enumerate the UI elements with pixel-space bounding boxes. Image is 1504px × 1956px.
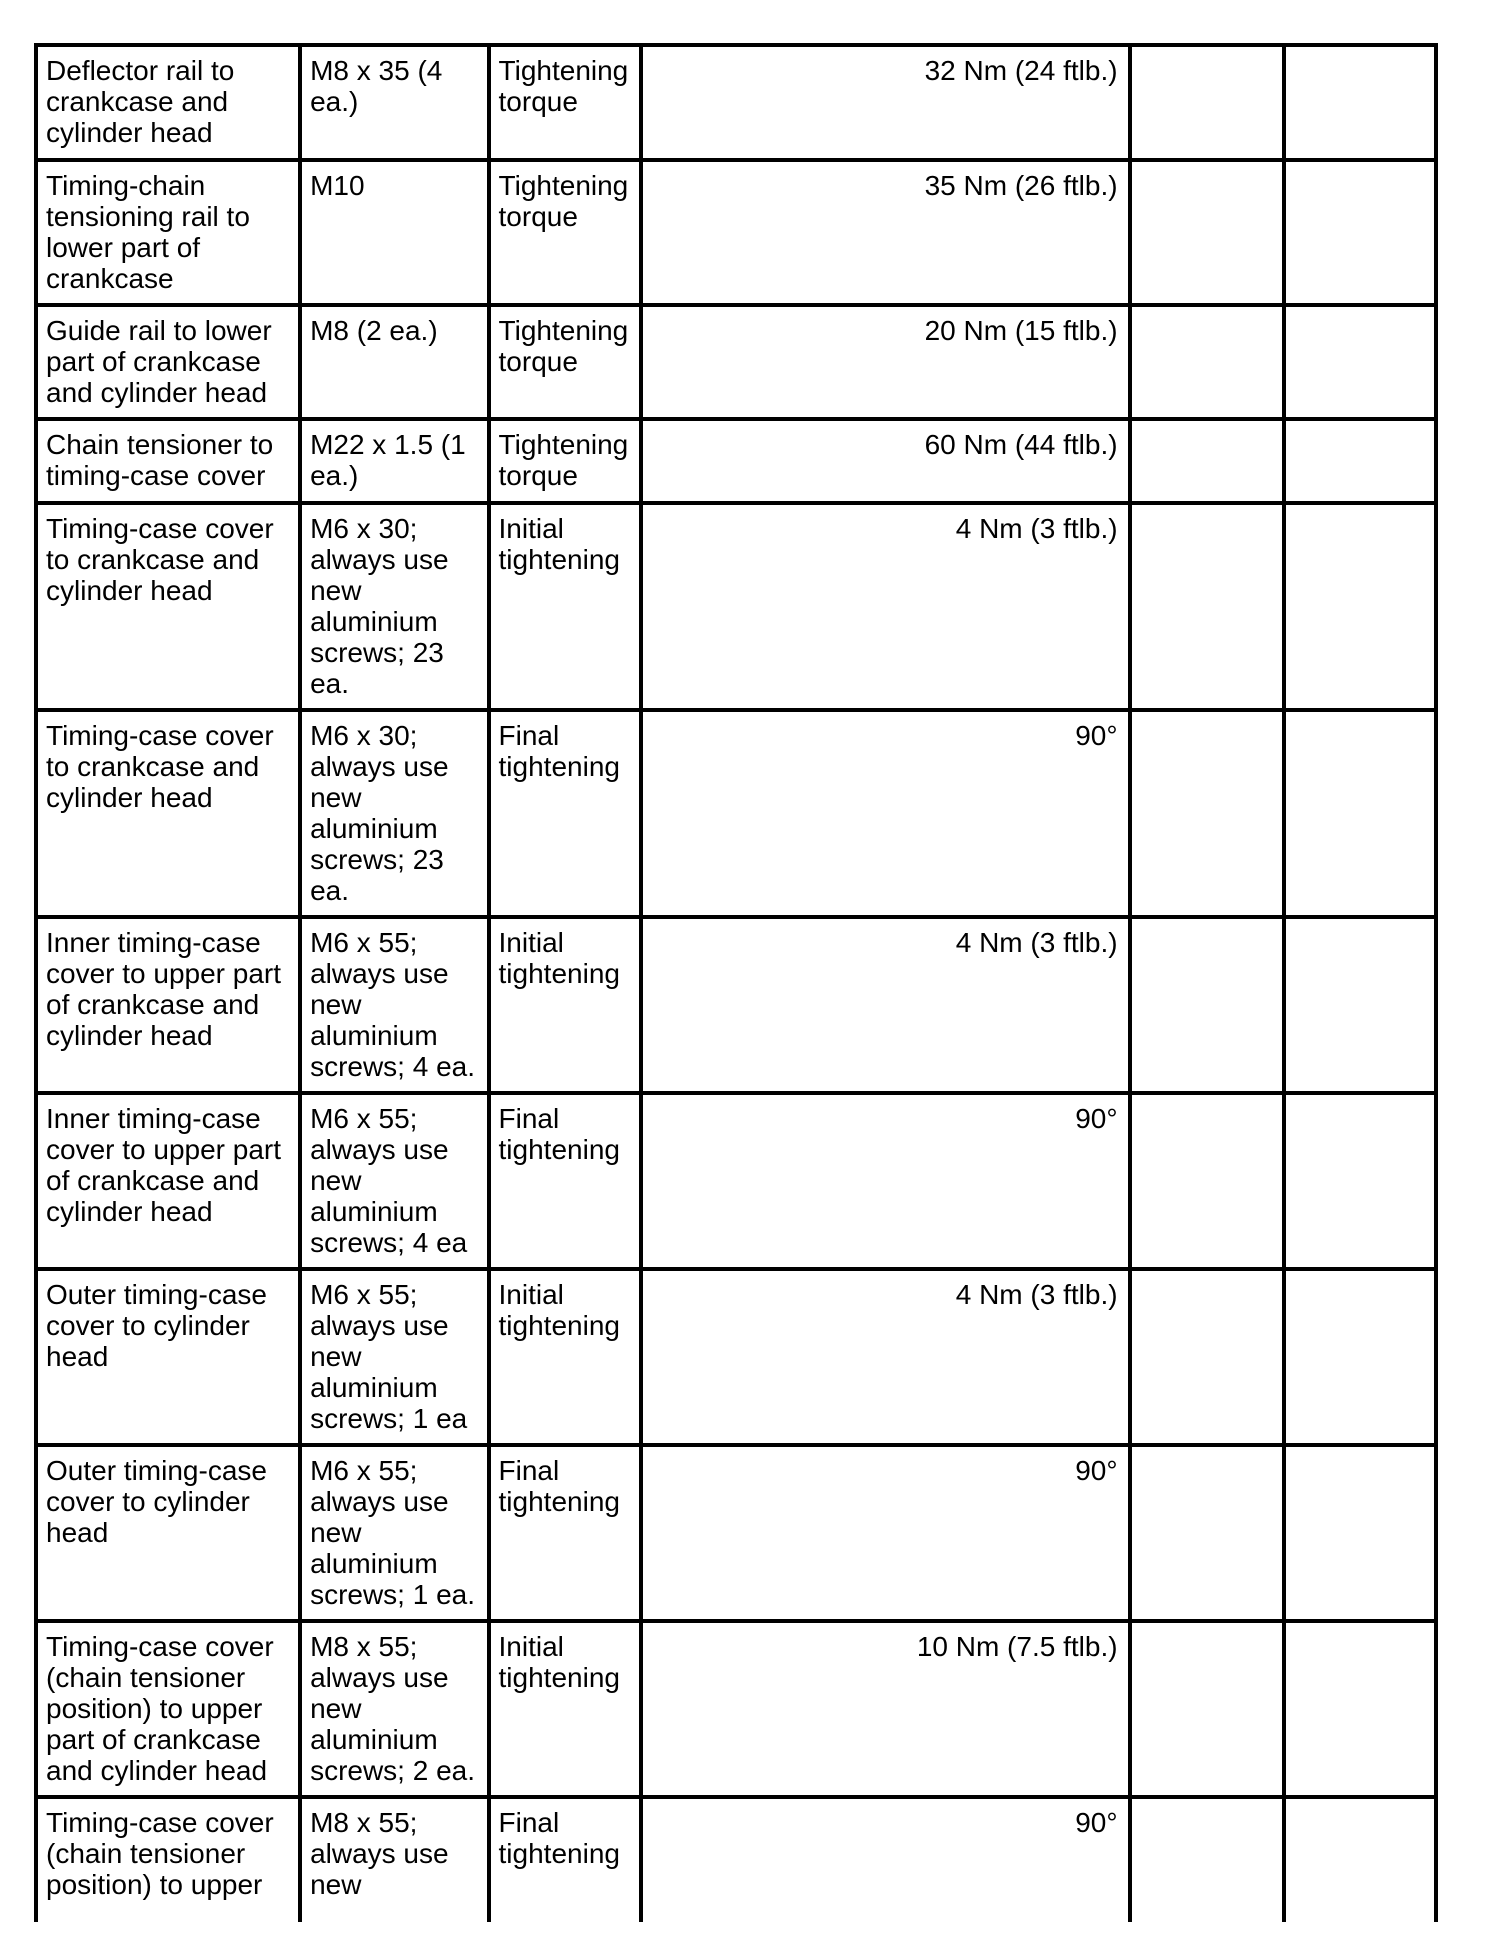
value-cell: 4 Nm (3 ftlb.) <box>641 1269 1130 1445</box>
step-cell: Tightening torque <box>489 419 641 503</box>
fastener-cell: M22 x 1.5 (1 ea.) <box>300 419 488 503</box>
fastener-cell: M6 x 30; always use new aluminium screws; 23 ea. <box>300 503 488 710</box>
value-cell: 90° <box>641 1445 1130 1621</box>
step-cell: Initial tightening <box>489 1269 641 1445</box>
empty-cell <box>1130 45 1284 160</box>
step-cell: Initial tightening <box>489 917 641 1093</box>
empty-cell <box>1130 503 1284 710</box>
empty-cell <box>1284 1093 1436 1269</box>
component-cell: Outer timing-case cover to cylinder head <box>36 1269 300 1445</box>
empty-cell <box>1284 45 1436 160</box>
empty-cell <box>1130 1093 1284 1269</box>
empty-cell <box>1284 305 1436 419</box>
step-cell: Initial tightening <box>489 1621 641 1797</box>
table-row <box>36 1093 1436 1269</box>
component-cell: Timing-case cover to crankcase and cylinder head <box>36 710 300 917</box>
empty-cell <box>1284 1797 1436 1922</box>
table-row <box>36 305 1436 419</box>
empty-cell <box>1284 1445 1436 1621</box>
fastener-cell: M6 x 55; always use new aluminium screws; 1 ea. <box>300 1445 488 1621</box>
empty-cell <box>1130 419 1284 503</box>
component-cell: Outer timing-case cover to cylinder head <box>36 1445 300 1621</box>
step-cell: Tightening torque <box>489 45 641 160</box>
value-cell: 20 Nm (15 ftlb.) <box>641 305 1130 419</box>
step-cell: Final tightening <box>489 1445 641 1621</box>
table-row <box>36 1445 1436 1621</box>
value-cell: 4 Nm (3 ftlb.) <box>641 503 1130 710</box>
value-cell: 60 Nm (44 ftlb.) <box>641 419 1130 503</box>
step-cell: Final tightening <box>489 1093 641 1269</box>
table-row <box>36 160 1436 305</box>
component-cell: Inner timing-case cover to upper part of crankcase and cylinder head <box>36 917 300 1093</box>
empty-cell <box>1130 1621 1284 1797</box>
fastener-cell: M8 x 55; always use new aluminium screws; 2 ea. <box>300 1621 488 1797</box>
value-cell: 90° <box>641 1797 1130 1922</box>
empty-cell <box>1130 1797 1284 1922</box>
fastener-cell: M6 x 55; always use new aluminium screws; 4 ea. <box>300 917 488 1093</box>
component-cell: Chain tensioner to timing-case cover <box>36 419 300 503</box>
empty-cell <box>1284 1621 1436 1797</box>
table-row <box>36 419 1436 503</box>
table-row <box>36 503 1436 710</box>
empty-cell <box>1130 1269 1284 1445</box>
component-cell: Timing-chain tensioning rail to lower part of crankcase <box>36 160 300 305</box>
component-cell: Timing-case cover (chain tensioner position) to upper part of crankcase and cylinder head <box>36 1621 300 1797</box>
table-row <box>36 45 1436 160</box>
fastener-cell: M8 x 55; always use new <box>300 1797 488 1922</box>
empty-cell <box>1284 419 1436 503</box>
value-cell: 10 Nm (7.5 ftlb.) <box>641 1621 1130 1797</box>
fastener-cell: M8 x 35 (4 ea.) <box>300 45 488 160</box>
value-cell: 4 Nm (3 ftlb.) <box>641 917 1130 1093</box>
empty-cell <box>1130 305 1284 419</box>
table-row <box>36 1269 1436 1445</box>
empty-cell <box>1130 160 1284 305</box>
table-row <box>36 710 1436 917</box>
empty-cell <box>1284 503 1436 710</box>
step-cell: Final tightening <box>489 710 641 917</box>
table-row <box>36 1621 1436 1797</box>
fastener-cell: M6 x 55; always use new aluminium screws; 4 ea <box>300 1093 488 1269</box>
fastener-cell: M10 <box>300 160 488 305</box>
value-cell: 90° <box>641 710 1130 917</box>
component-cell: Deflector rail to crankcase and cylinder head <box>36 45 300 160</box>
component-cell: Guide rail to lower part of crankcase and cylinder head <box>36 305 300 419</box>
torque-spec-body <box>36 45 1436 1922</box>
empty-cell <box>1284 1269 1436 1445</box>
empty-cell <box>1284 160 1436 305</box>
step-cell: Final tightening <box>489 1797 641 1922</box>
torque-spec-table <box>34 43 1438 1922</box>
fastener-cell: M8 (2 ea.) <box>300 305 488 419</box>
value-cell: 90° <box>641 1093 1130 1269</box>
empty-cell <box>1130 917 1284 1093</box>
value-cell: 35 Nm (26 ftlb.) <box>641 160 1130 305</box>
fastener-cell: M6 x 55; always use new aluminium screws; 1 ea <box>300 1269 488 1445</box>
step-cell: Initial tightening <box>489 503 641 710</box>
table-row <box>36 917 1436 1093</box>
component-cell: Timing-case cover to crankcase and cylinder head <box>36 503 300 710</box>
fastener-cell: M6 x 30; always use new aluminium screws; 23 ea. <box>300 710 488 917</box>
empty-cell <box>1284 710 1436 917</box>
empty-cell <box>1284 917 1436 1093</box>
value-cell: 32 Nm (24 ftlb.) <box>641 45 1130 160</box>
empty-cell <box>1130 710 1284 917</box>
step-cell: Tightening torque <box>489 160 641 305</box>
step-cell: Tightening torque <box>489 305 641 419</box>
table-row <box>36 1797 1436 1922</box>
empty-cell <box>1130 1445 1284 1621</box>
component-cell: Inner timing-case cover to upper part of crankcase and cylinder head <box>36 1093 300 1269</box>
component-cell: Timing-case cover (chain tensioner position) to upper <box>36 1797 300 1922</box>
